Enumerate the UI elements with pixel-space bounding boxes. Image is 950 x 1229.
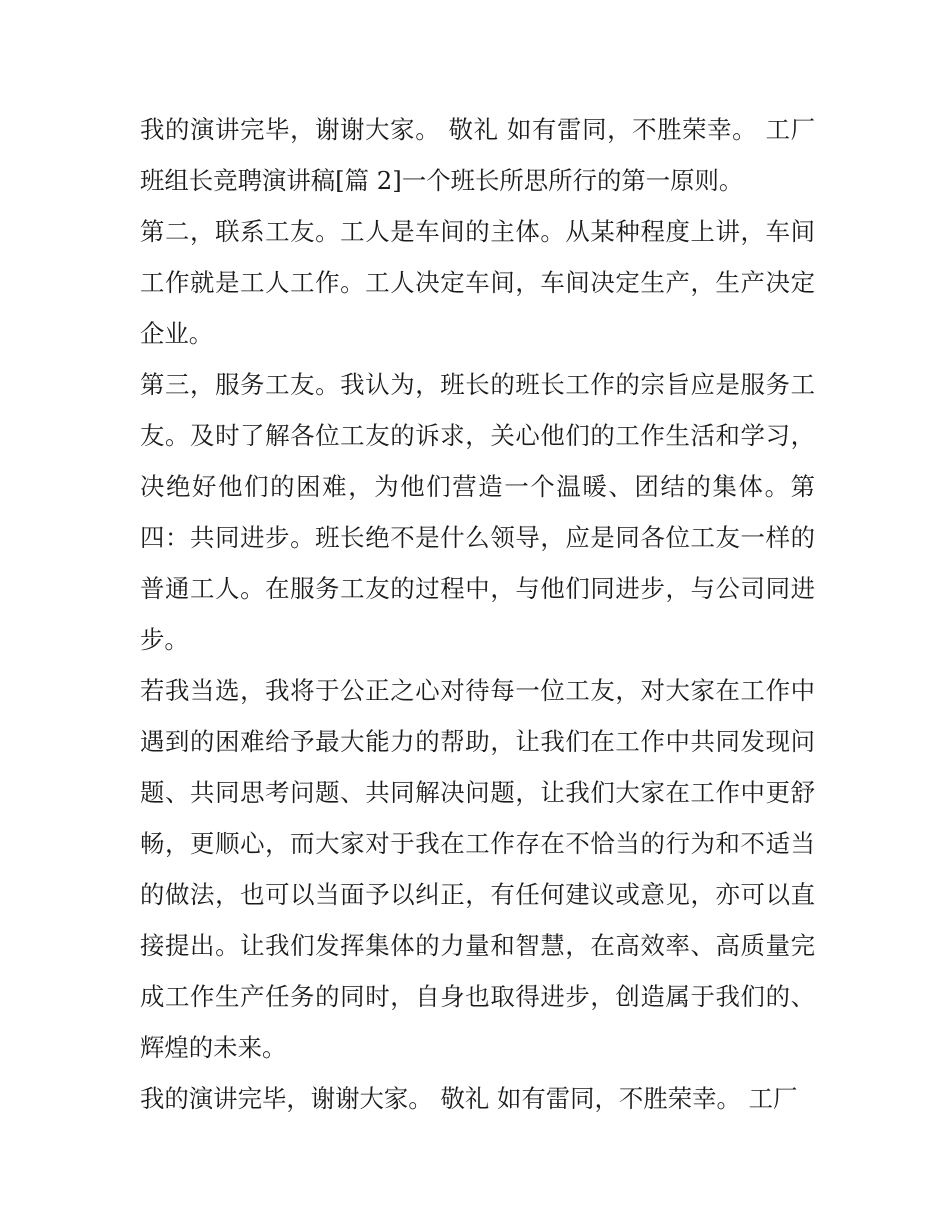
paragraph-2: 第二，联系工友。工人是车间的主体。从某种程度上讲，车间工作就是工人工作。工人决定车间，车间决定生产，生产决定企业。 xyxy=(140,217,815,348)
paragraph-3: 第三，服务工友。我认为，班长的班长工作的宗旨应是服务工友。及时了解各位工友的诉求，关心他们的工作生活和学习，决绝好他们的困难，为他们营造一个温暖、团结的集体。第四：共同进步。班长绝不是什么领导，应是同各位工友一样的普通工人。在服务工友的过程中，与他们同进步，与公司同进步。 xyxy=(140,370,815,654)
paragraph-5: 我的演讲完毕，谢谢大家。 敬礼 如有雷同，不胜荣幸。 工厂 xyxy=(140,1084,798,1113)
paragraph-4: 若我当选，我将于公正之心对待每一位工友，对大家在工作中遇到的困难给予最大能力的帮助，让我们在工作中共同发现问题、共同思考问题、共同解决问题，让我们大家在工作中更舒畅，更顺心，而大家对于我在工作存在不恰当的行为和不适当的做法，也可以当面予以纠正，有任何建议或意见，亦可以直接提出。让我们发挥集体的力量和智慧，在高效率、高质量完成工作生产任务的同时，自身也取得进步，创造属于我们的、辉煌的未来。 xyxy=(140,676,815,1062)
paragraph-1: 我的演讲完毕，谢谢大家。 敬礼 如有雷同，不胜荣幸。 工厂班组长竞聘演讲稿[篇 2]一个班长所思所行的第一原则。 xyxy=(140,115,815,195)
document-body xyxy=(140,104,815,1124)
